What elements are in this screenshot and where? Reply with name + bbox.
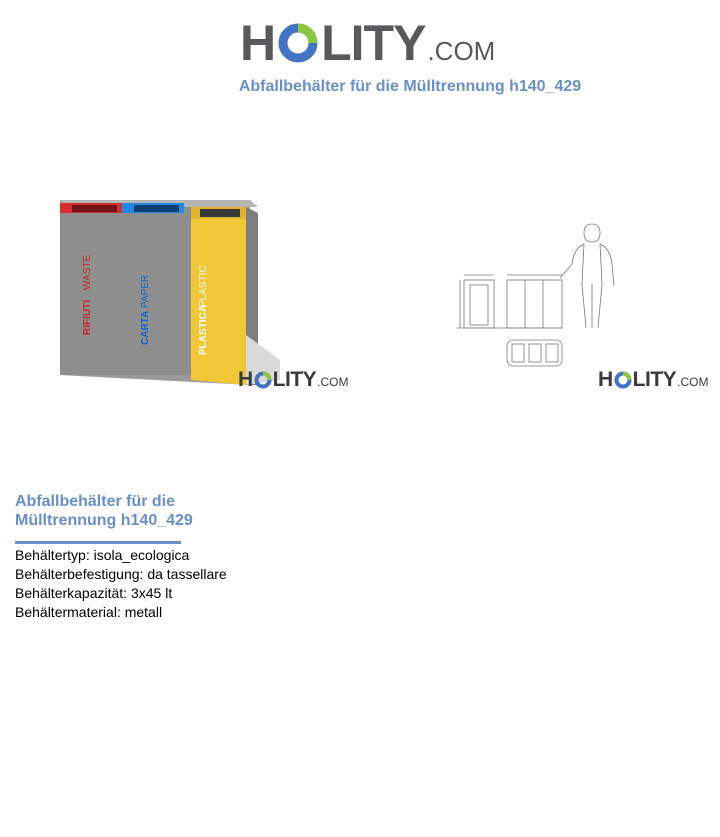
spec-label: Behälterkapazität: [15,585,128,601]
technical-drawing-image [452,218,622,373]
logo-prefix: H [240,15,276,71]
holity-ring-icon [254,371,272,389]
spec-item [15,603,227,622]
paper-label-en: PAPER [140,274,151,308]
spec-item [15,565,227,584]
logo-tld: .COM [677,375,709,389]
spec-item [15,584,227,603]
logo-tld: .COM [427,36,496,66]
spec-value: da tassellare [147,566,227,582]
logo-prefix: H [238,368,253,391]
logo-suffix: LITY [272,368,317,391]
logo-prefix: H [598,368,613,391]
spec-label: Behälterbefestigung: [15,566,144,582]
waste-label: RIFIUTI [82,300,93,335]
holity-logo[interactable] [240,8,496,71]
spec-label: Behältermaterial: [15,604,121,620]
spec-value: 3x45 lt [130,585,173,601]
watermark-logo-product [238,366,349,390]
title-underline [15,541,181,544]
logo-suffix: LITY [321,15,426,71]
plastic-label: PLASTICA [198,305,209,355]
holity-ring-icon [277,22,319,64]
spec-label: Behältertyp: [15,547,90,563]
spec-item [15,546,227,565]
logo-suffix: LITY [632,368,677,391]
watermark-logo-drawing [598,366,709,390]
logo-tld: .COM [317,375,349,389]
page-title: Abfallbehälter für die Mülltrennung h140_429 [238,78,582,95]
paper-label: CARTA [140,310,151,345]
spec-value: metall [124,604,163,620]
plastic-label-en: PLASTIC [198,265,209,307]
spec-list [15,546,227,622]
holity-ring-icon [614,371,632,389]
product-name: Abfallbehälter für die Mülltrennung h140_429 [15,493,193,529]
spec-value: isola_ecologica [93,547,190,563]
waste-label-en: WASTE [82,254,93,290]
